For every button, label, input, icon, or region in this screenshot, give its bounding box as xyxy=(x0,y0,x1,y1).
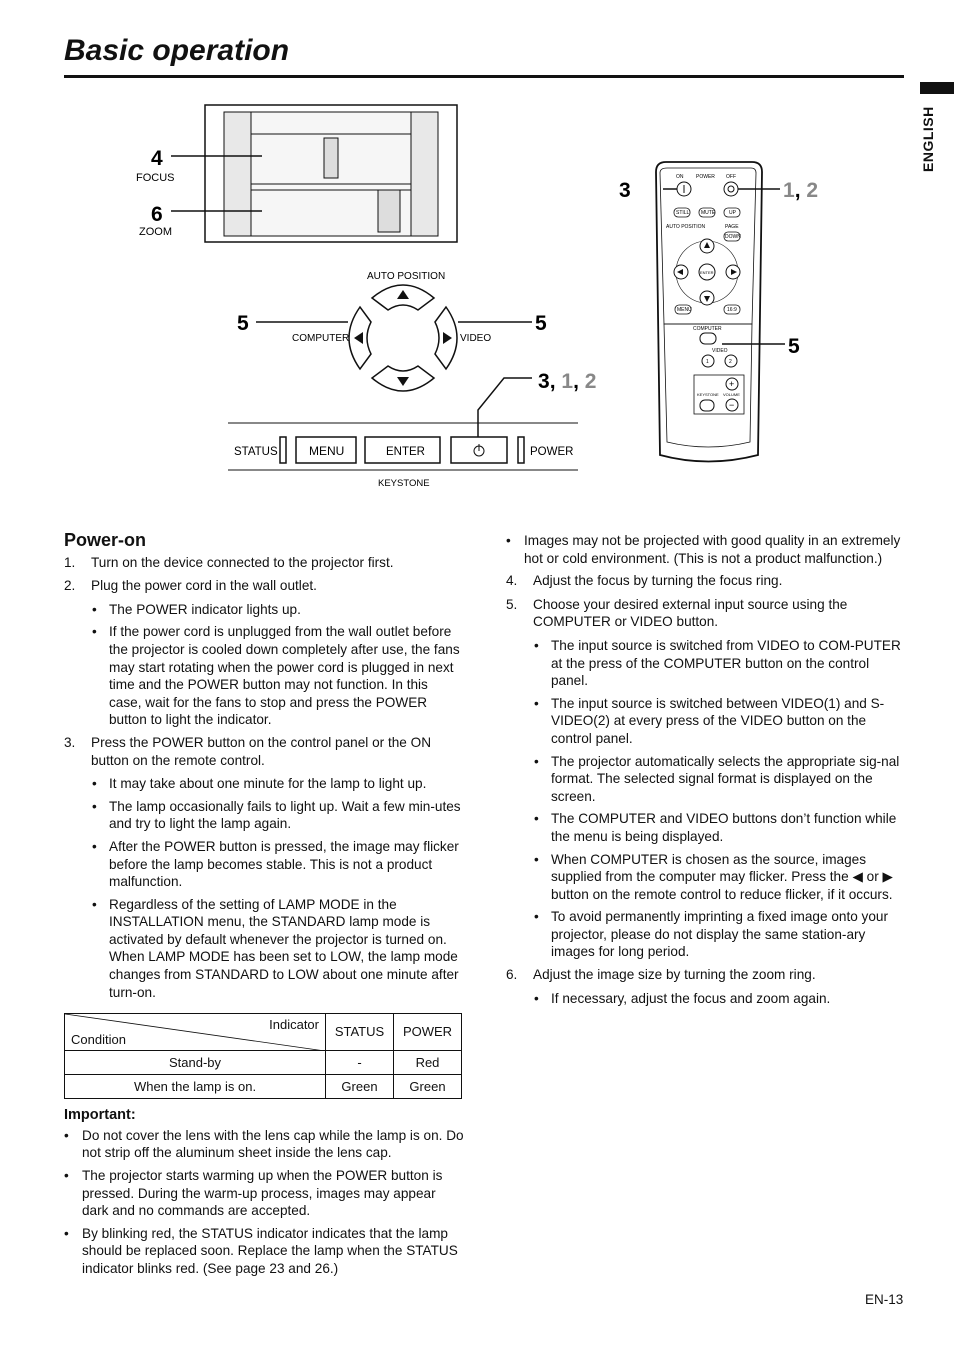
indicator-table xyxy=(64,1013,462,1099)
video-step-number: 5 xyxy=(535,312,547,335)
table-corner-cell xyxy=(65,1014,326,1051)
list-item-text: It may take about one minute for the lamp to light up. xyxy=(109,776,427,792)
focus-number: 4 xyxy=(151,147,163,170)
power-label: POWER xyxy=(530,446,574,458)
corner-condition: Condition xyxy=(71,1031,126,1047)
remote-off-callout: 1, 2 xyxy=(783,179,819,202)
step-item xyxy=(64,577,464,595)
computer-label: COMPUTER xyxy=(292,333,350,344)
enter-button-label: ENTER xyxy=(386,446,425,458)
step-text: Turn on the device connected to the projector first. xyxy=(91,554,394,570)
table-cell: Green xyxy=(394,1075,462,1099)
remote-source-callout: 5 xyxy=(788,335,800,358)
power-on-steps xyxy=(64,554,464,1002)
list-item-text: Regardless of the setting of LAMP MODE in the INSTALLATION menu, the STANDARD lamp mode is activated by default whenever the projector is turned on. When LAMP MODE has been set to LOW, the lamp mode changes from STANDARD to LOW about one minute after turn-on. xyxy=(109,896,459,1000)
list-item-text: The POWER indicator lights up. xyxy=(109,601,301,617)
title-rule xyxy=(64,75,904,78)
list-item: • Do not cover the lens with the lens cap while the lamp is on. Do not strip off the aluminum sheet inside the lens cap. xyxy=(64,1127,464,1161)
list-item: • If necessary, adjust the focus and zoom again. xyxy=(534,990,831,1006)
list-item: • The COMPUTER and VIDEO buttons don’t function while the menu is being displayed. xyxy=(534,811,897,844)
table-cell: Stand-by xyxy=(65,1051,326,1075)
computer-step-number: 5 xyxy=(237,312,249,335)
remote-auto-position-label: AUTO POSITION xyxy=(666,224,706,230)
remote-mute-label: MUTE xyxy=(701,210,716,216)
list-item: • The projector automatically selects the appropriate sig-nal format. The selected signal format is displayed on the screen. xyxy=(534,753,900,804)
important-list xyxy=(64,1127,464,1278)
language-text: ENGLISH xyxy=(920,106,936,172)
left-column xyxy=(64,532,464,1283)
zoom-label: ZOOM xyxy=(139,226,172,238)
page-title: Basic operation xyxy=(64,34,290,67)
remote-plus-label: + xyxy=(729,379,735,389)
list-item-text: After the POWER button is pressed, the image may flicker before the lamp becomes stable. This is not a product malfunction. xyxy=(109,838,459,890)
remote-power-label: POWER xyxy=(696,174,715,180)
list-item: • Images may not be projected with good quality in an extremely hot or cold environment. (This is not a product malfunction.) xyxy=(506,533,901,566)
list-item: • The projector starts warming up when the POWER button is pressed. During the warm-up process, images may appear dark and no commands are accepted. xyxy=(64,1168,443,1219)
list-item: • By blinking red, the STATUS indicator indicates that the lamp should be replaced soon. Replace the lamp when the STATUS indicator blinks red. (See page 23 and 26.) xyxy=(64,1225,458,1276)
list-item-text: To avoid permanently imprinting a fixed image onto your projector, please do not display the same station-ary images for long period. xyxy=(551,909,889,960)
step-item xyxy=(64,734,464,769)
list-item: • The input source is switched between VIDEO(1) and S-VIDEO(2) at every press of the VIDEO button on the control panel. xyxy=(534,695,885,746)
remote-up-label: UP xyxy=(729,210,736,216)
lens-rings xyxy=(171,105,457,242)
step-text: Plug the power cord in the wall outlet. xyxy=(91,578,317,594)
zoom-number: 6 xyxy=(151,203,163,226)
important-heading: Important: xyxy=(64,1107,136,1124)
list-item: • It may take about one minute for the lamp to light up. xyxy=(92,776,427,792)
list-item-text: The input source is switched from VIDEO to COM-PUTER at the press of the COMPUTER button on the control panel. xyxy=(551,637,901,689)
table-cell: - xyxy=(326,1051,394,1075)
menu-button-label: MENU xyxy=(309,444,345,458)
step-text: Adjust the focus by turning the focus ring. xyxy=(533,573,783,589)
list-item-text: The projector automatically selects the appropriate sig-nal format. The selected signal format is displayed on the screen. xyxy=(551,753,900,804)
list-item: • To avoid permanently imprinting a fixed image onto your projector, please do not display the same station-ary images for long period. xyxy=(534,909,889,960)
list-item-text: The COMPUTER and VIDEO buttons don’t function while the menu is being displayed. xyxy=(551,811,897,844)
operation-figure xyxy=(0,95,954,505)
step-item xyxy=(506,966,906,984)
table-header-power: POWER xyxy=(394,1014,462,1051)
step-number: 2. xyxy=(64,578,76,594)
table-header-status: STATUS xyxy=(326,1014,394,1051)
step-item xyxy=(506,572,906,590)
remote-menu-label: MENU xyxy=(677,307,692,313)
remote-keystone-label: KEYSTONE xyxy=(697,392,719,397)
step-number: 4. xyxy=(506,573,518,589)
list-item: • Regardless of the setting of LAMP MODE in the INSTALLATION menu, the STANDARD lamp mode is activated by default whenever the projector is turned on. When LAMP MODE has been set to LOW, the lamp mode changes from STANDARD to LOW about one minute after turn-on. xyxy=(92,896,459,1000)
keystone-label: KEYSTONE xyxy=(378,478,430,489)
table-row xyxy=(65,1051,462,1075)
remote-computer-label: COMPUTER xyxy=(693,326,722,332)
step-number: 3. xyxy=(64,734,76,750)
step-number: 5. xyxy=(506,596,518,612)
remote-video1-label: 1 xyxy=(706,359,709,365)
video-label: VIDEO xyxy=(460,333,492,344)
status-label: STATUS xyxy=(234,446,278,458)
list-item-text: The projector starts warming up when the POWER button is pressed. During the warm-up process, images may appear dark and no commands are accepted. xyxy=(82,1168,443,1219)
table-cell: Red xyxy=(394,1051,462,1075)
power-on-heading: Power-on xyxy=(64,530,147,550)
table-row xyxy=(65,1075,462,1099)
list-item-text: When COMPUTER is chosen as the source, images supplied from the computer may flicker. Press the ◀ or ▶ button on the remote control to reduce flicker, if it occurs. xyxy=(551,851,894,902)
auto-position-label: AUTO POSITION xyxy=(367,271,446,282)
list-item: • The lamp occasionally fails to light up. Wait a few min-utes and try to light the lamp again. xyxy=(92,798,461,832)
right-column xyxy=(506,532,906,1012)
remote-aspect-label: 16:9 xyxy=(727,307,737,313)
remote-still-label: STILL xyxy=(676,210,690,216)
list-item-text: The input source is switched between VIDEO(1) and S-VIDEO(2) at every press of the VIDEO button on the control panel. xyxy=(551,695,885,746)
remote-minus-label: − xyxy=(729,400,735,410)
corner-indicator: Indicator xyxy=(269,1017,319,1033)
focus-label: FOCUS xyxy=(136,172,175,184)
list-item: • After the POWER button is pressed, the image may flicker before the lamp becomes stable. This is not a product malfunction. xyxy=(92,838,459,890)
step-text: Adjust the image size by turning the zoom ring. xyxy=(533,967,816,983)
list-item-text: If necessary, adjust the focus and zoom again. xyxy=(551,990,831,1006)
table-cell: When the lamp is on. xyxy=(65,1075,326,1099)
list-item-text: If the power cord is unplugged from the wall outlet before the projector is cooled down completely after use, the fans may start rotating when the power cord is plugged in next time and the POWER button may not function. In this case, wait for the fans to stop and press the POWER button to light the indicator. xyxy=(109,624,460,728)
list-item-text: The lamp occasionally fails to light up. Wait a few min-utes and try to light the lamp again. xyxy=(109,798,461,832)
list-item: • When COMPUTER is chosen as the source, images supplied from the computer may flicker. Press the ◀ or ▶ button on the remote control to reduce flicker, if it occurs. xyxy=(534,851,894,902)
remote-on-callout: 3 xyxy=(619,179,631,202)
language-tab xyxy=(920,82,954,94)
remote-off-label: OFF xyxy=(726,174,736,180)
remote-control xyxy=(656,162,785,462)
remote-page-label: PAGE xyxy=(725,224,739,230)
step-text: Press the POWER button on the control panel or the ON button on the remote control. xyxy=(91,734,432,768)
remote-down-label: DOWN xyxy=(725,234,741,240)
remote-on-label: ON xyxy=(676,174,684,180)
list-item-text: By blinking red, the STATUS indicator indicates that the lamp should be replaced soon. Replace the lamp when the STATUS indicator blinks red. (See page 23 and 26.) xyxy=(82,1225,458,1276)
remote-volume-label: VOLUME xyxy=(723,392,740,397)
step-item xyxy=(506,596,906,631)
list-item: • The input source is switched from VIDEO to COM-PUTER at the press of the COMPUTER button on the control panel. xyxy=(534,637,901,689)
table-cell: Green xyxy=(326,1075,394,1099)
remote-enter-label: ENTER xyxy=(700,270,714,275)
list-item: • The POWER indicator lights up. xyxy=(92,601,301,617)
page-number: EN-13 xyxy=(865,1292,904,1307)
remote-video-label: VIDEO xyxy=(712,348,728,354)
list-item: • If the power cord is unplugged from the wall outlet before the projector is cooled down completely after use, the fans may start rotating when the power cord is plugged in next time and the POWER button may not function. In this case, wait for the fans to stop and press the POWER button to light the indicator. xyxy=(92,624,460,728)
remote-video2-label: 2 xyxy=(729,359,732,365)
list-item-text: Do not cover the lens with the lens cap while the lamp is on. Do not strip off the aluminum sheet inside the lens cap. xyxy=(82,1127,464,1161)
right-steps xyxy=(506,572,906,1007)
step-number: 6. xyxy=(506,967,518,983)
step-text: Choose your desired external input source using the COMPUTER or VIDEO button. xyxy=(533,596,848,630)
step-number: 1. xyxy=(64,554,76,570)
step-item xyxy=(64,554,464,572)
power-callout: 3, 1, 2 xyxy=(538,370,597,393)
